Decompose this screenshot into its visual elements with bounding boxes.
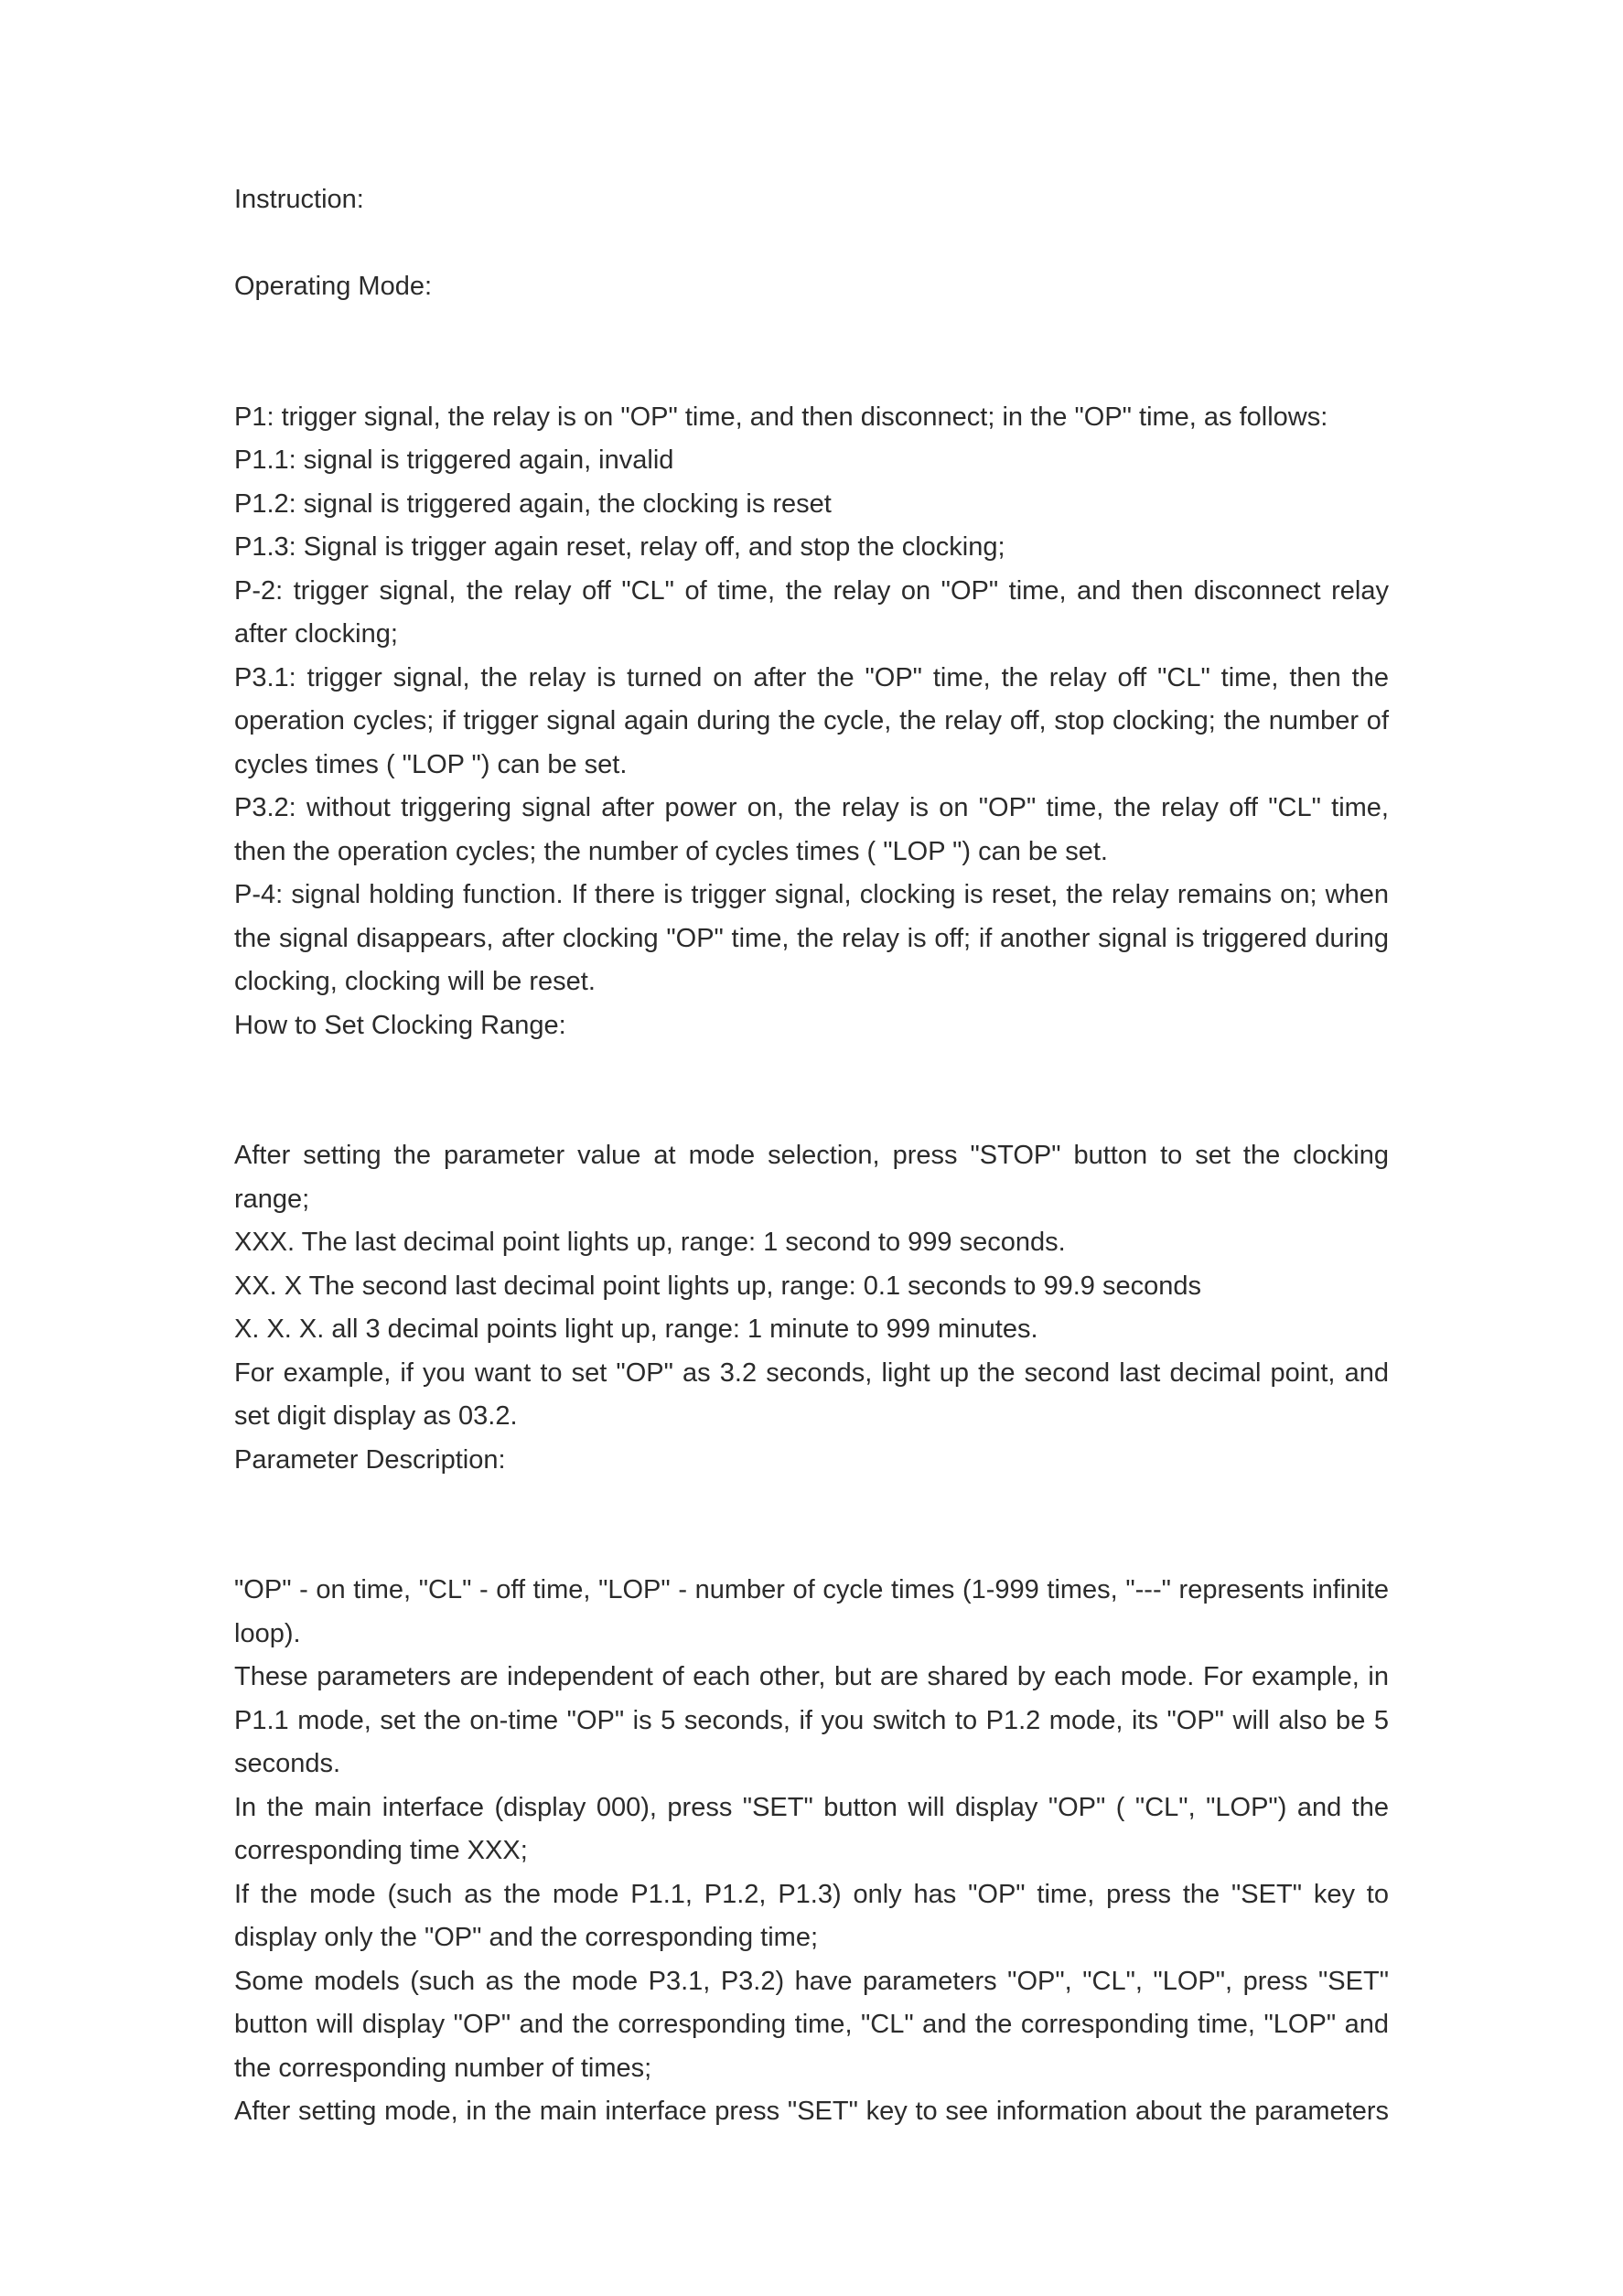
document-page [234,178,1389,2134]
mode-p1-1: P1.1: signal is triggered again, invalid [234,445,674,475]
clocking-range-section [234,1134,1389,1439]
mode-p2: P-2: trigger signal, the relay off "CL" of time, the relay on "OP" time, and then disconnect relay after clocking; [234,575,1389,649]
mode-p1-3: P1.3: Signal is trigger again reset, relay off, and stop the clocking; [234,532,1005,562]
param-after-setting: After setting mode, in the main interface press "SET" key to see information about the parameters [234,2097,1389,2126]
mode-p3-2: P3.2: without triggering signal after power on, the relay is on "OP" time, the relay off "CL" time, then the operation cycles; the number of cycles times ( "LOP ") can be set. [234,793,1389,866]
heading-clocking-range: How to Set Clocking Range: [234,1010,566,1040]
spacer [234,222,1389,266]
mode-p1-2: P1.2: signal is triggered again, the clocking is reset [234,488,832,519]
parameter-description-section [234,1569,1389,2134]
mode-p1: P1: trigger signal, the relay is on "OP" time, and then disconnect; in the "OP" time, as follows: [234,402,1328,432]
clocking-range-example: For example, if you want to set "OP" as 3.2 seconds, light up the second last decimal point, and set digit display as 03.2. [234,1357,1389,1431]
param-definitions: "OP" - on time, "CL" - off time, "LOP" - number of cycle times (1-999 times, "---" represents infinite loop). [234,1575,1389,1648]
spacer [234,1482,1389,1569]
operating-mode-section [234,396,1389,1004]
heading-parameter-description: Parameter Description: [234,1444,506,1475]
spacer [234,309,1389,396]
clocking-range-intro: After setting the parameter value at mode selection, press "STOP" button to set the clocking range; [234,1141,1389,1214]
param-shared-note: These parameters are independent of each other, but are shared by each mode. For example, in P1.1 mode, set the on-time "OP" is 5 seconds, if you switch to P1.2 mode, its "OP" will also be 5 seconds. [234,1662,1389,1778]
param-op-only-modes: If the mode (such as the mode P1.1, P1.2, P1.3) only has "OP" time, press the "SET" key to display only the "OP" and the corresponding time; [234,1879,1389,1952]
heading-operating-mode: Operating Mode: [234,272,433,301]
heading-instruction: Instruction: [234,185,364,214]
param-main-interface: In the main interface (display 000), press "SET" button will display "OP" ( "CL", "LOP") and the corresponding time XXX; [234,1792,1389,1865]
clocking-range-tenths: XX. X The second last decimal point lights up, range: 0.1 seconds to 99.9 seconds [234,1271,1201,1301]
param-multi-modes: Some models (such as the mode P3.1, P3.2) have parameters "OP", "CL", "LOP", press "SET" button will display "OP" and the corresponding time, "CL" and the corresponding time, "LOP" and the corresponding number of times; [234,1966,1389,2083]
clocking-range-minutes: X. X. X. all 3 decimal points light up, range: 1 minute to 999 minutes. [234,1314,1038,1344]
clocking-range-seconds: XXX. The last decimal point lights up, range: 1 second to 999 seconds. [234,1228,1066,1257]
spacer [234,1047,1389,1134]
mode-p4: P-4: signal holding function. If there is trigger signal, clocking is reset, the relay remains on; when the signal disappears, after clocking "OP" time, the relay is off; if another signal is triggered during clocking, clocking will be reset. [234,880,1389,996]
mode-p3-1: P3.1: trigger signal, the relay is turned on after the "OP" time, the relay off "CL" time, then the operation cycles; if trigger signal again during the cycle, the relay off, stop clocking; the number of cycles times ( "LOP ") can be set. [234,662,1389,779]
